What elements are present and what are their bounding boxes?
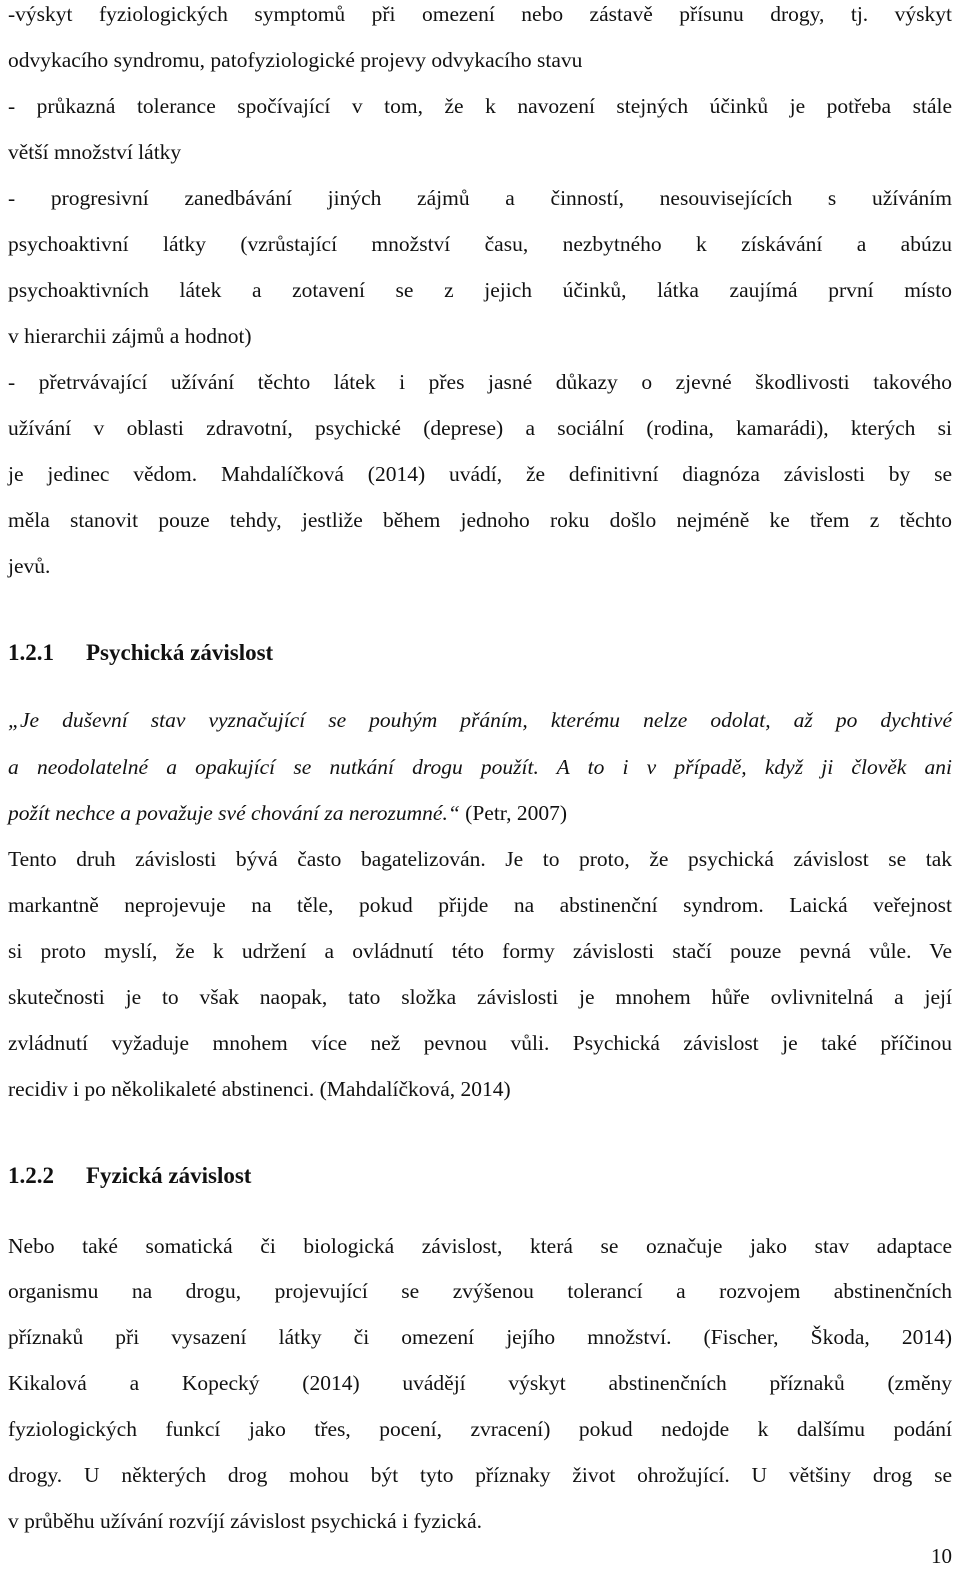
text-line: měla stanovit pouze tehdy, jestliže během jednoho roku došlo nejméně ke třem z těchto	[8, 508, 952, 532]
text-line: skutečnosti je to však naopak, tato složka závislosti je mnohem hůře ovlivnitelná a její	[8, 985, 952, 1009]
text-line: v průběhu užívání rozvíjí závislost psychická i fyzická.	[8, 1509, 483, 1533]
section-number: 1.2.1	[8, 640, 54, 665]
text-line: psychoaktivních látek a zotavení se z jejich účinků, látka zaujímá první místo	[8, 278, 952, 302]
text-line: Tento druh závislosti bývá často bagatelizován. Je to proto, že psychická závislost se tak	[8, 847, 952, 871]
text-line: -výskyt fyziologických symptomů při omezení nebo zástavě přísunu drogy, tj. výskyt	[8, 2, 952, 26]
quote-text: požít nechce a považuje své chování za nerozumné.“	[8, 801, 460, 825]
text-line: jevů.	[8, 554, 51, 578]
section-title: Fyzická závislost	[86, 1163, 252, 1188]
section-heading	[8, 1163, 251, 1189]
text-line: fyziologických funkcí jako třes, pocení, zvracení) pokud nedojde k dalšímu podání	[8, 1417, 952, 1441]
text-line: recidiv i po několikaleté abstinenci. (Mahdalíčková, 2014)	[8, 1077, 511, 1101]
text-line: je jedinec vědom. Mahdalíčková (2014) uvádí, že definitivní diagnóza závislosti by se	[8, 462, 952, 486]
section-title: Psychická závislost	[86, 640, 274, 665]
text-line: v hierarchii zájmů a hodnot)	[8, 324, 252, 348]
section-number: 1.2.2	[8, 1163, 54, 1188]
quote-line: a neodolatelné a opakující se nutkání drogu použít. A to i v případě, když ji člověk ani	[8, 755, 952, 779]
text-line: Kikalová a Kopecký (2014) uvádějí výskyt abstinenčních příznaků (změny	[8, 1371, 952, 1395]
text-line: markantně neprojevuje na těle, pokud přijde na abstinenční syndrom. Laická veřejnost	[8, 893, 952, 917]
text-line: si proto myslí, že k udržení a ovládnutí této formy závislosti stačí pouze pevná vůle. Ve	[8, 939, 952, 963]
quote-last-line	[8, 801, 567, 825]
text-line: - progresivní zanedbávání jiných zájmů a činností, nesouvisejících s užíváním	[8, 186, 952, 210]
text-line: větší množství látky	[8, 140, 182, 164]
text-line: příznaků při vysazení látky či omezení jejího množství. (Fischer, Škoda, 2014)	[8, 1325, 952, 1349]
text-line: organismu na drogu, projevující se zvýšenou tolerancí a rozvojem abstinenčních	[8, 1279, 952, 1303]
text-line: - přetrvávající užívání těchto látek i přes jasné důkazy o zjevné škodlivosti takového	[8, 370, 952, 394]
text-line: - průkazná tolerance spočívající v tom, že k navození stejných účinků je potřeba stále	[8, 94, 952, 118]
text-line: odvykacího syndromu, patofyziologické projevy odvykacího stavu	[8, 48, 583, 72]
quote-citation: (Petr, 2007)	[459, 801, 568, 825]
text-line: Nebo také somatická či biologická závislost, která se označuje jako stav adaptace	[8, 1234, 952, 1258]
text-line: užívání v oblasti zdravotní, psychické (deprese) a sociální (rodina, kamarádi), kterých si	[8, 416, 952, 440]
quote-line: „Je duševní stav vyznačující se pouhým přáním, kterému nelze odolat, až po dychtivé	[8, 708, 952, 732]
section-heading	[8, 640, 273, 666]
text-line: drogy. U některých drog mohou být tyto příznaky život ohrožující. U většiny drog se	[8, 1463, 952, 1487]
text-line: zvládnutí vyžaduje mnohem více než pevnou vůli. Psychická závislost je také příčinou	[8, 1031, 952, 1055]
page-number: 10	[931, 1544, 952, 1568]
text-line: psychoaktivní látky (vzrůstající množství času, nezbytného k získávání a abúzu	[8, 232, 952, 256]
